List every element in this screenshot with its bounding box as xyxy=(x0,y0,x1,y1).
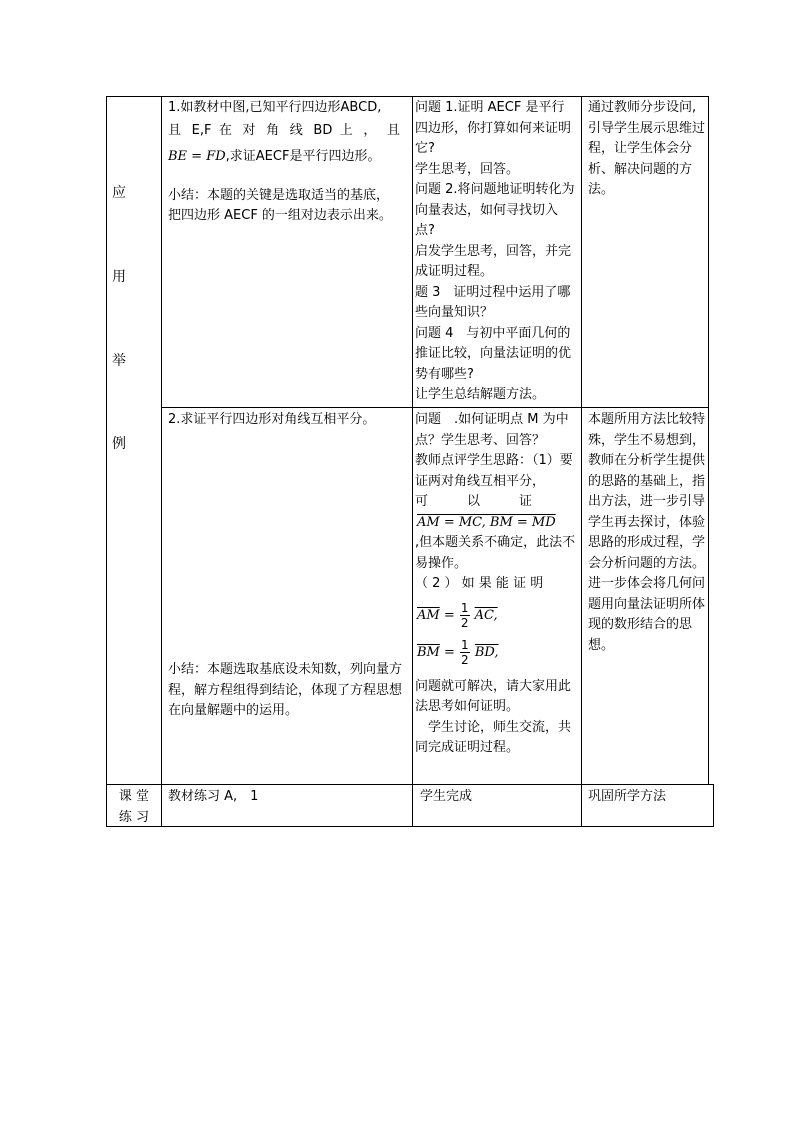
right-border-lower xyxy=(713,784,714,827)
problem-statement-rest: ,求证AECF是平行四边形。 xyxy=(225,149,381,164)
row2-problem: 2.求证平行四边形对角线互相平分。 xyxy=(168,412,376,427)
practice-activity: 学生完成 xyxy=(420,789,473,804)
fraction-numerator: 1 xyxy=(460,600,469,615)
activity-teacher: 问题就可解决，请大家用此法思考如何证明。 xyxy=(415,678,572,714)
formula-line xyxy=(415,513,576,534)
section-label-char: 举 xyxy=(112,353,126,369)
right-border-upper xyxy=(708,96,709,785)
formula-rhs: BD, xyxy=(474,644,499,660)
section-label-char: 应 xyxy=(112,185,126,201)
formula-vectors: AM = MC, BM = MD xyxy=(417,514,556,530)
practice-content: 教材练习 A, 1 xyxy=(168,789,259,804)
section-label-char: 例 xyxy=(112,436,126,452)
row2-intent-cell xyxy=(588,410,706,656)
activity-item: 题 3 证明过程中运用了哪些向量知识？ xyxy=(415,284,571,320)
formula-lhs: $\overline{BM}$ xyxy=(417,644,440,660)
row2-summary: 小结：本题选取基底设未知数，列向量方程，解方程组得到结论，体现了方程思想在向量解题中的运用。 xyxy=(168,662,403,718)
practice-label-line: 练 习 xyxy=(118,809,150,825)
activity-item: 让学生总结解题方法。 xyxy=(415,387,546,402)
row2-bottom-border xyxy=(106,784,714,785)
activity-teacher-spaced: （ 2 ） 如 果 能 证 明 xyxy=(415,576,544,591)
problem-formula: BE = FD xyxy=(168,149,226,164)
formula-line xyxy=(415,638,576,667)
practice-label-line: 课 堂 xyxy=(118,789,150,804)
problem-condition: 且 E,F 在 对 角 线 BD 上 ， 且 xyxy=(168,122,400,138)
problem-statement xyxy=(168,147,400,168)
fraction xyxy=(460,638,470,667)
activity-teacher-spaced: 可 以 证 xyxy=(415,494,533,509)
equals-sign: = xyxy=(443,607,459,623)
equals-sign: = xyxy=(444,644,460,660)
activity-question: 问题 .如何证明点 M 为中点？学生思考、回答？ xyxy=(415,412,569,448)
row2-activity-cell xyxy=(415,410,576,759)
activity-item: 问题 1.证明 AECF 是平行四边形，你打算如何来证明它? xyxy=(415,100,572,156)
table-top-border xyxy=(106,96,709,97)
section-label-char: 用 xyxy=(112,269,126,285)
row1-bottom-border xyxy=(162,407,709,408)
activity-teacher: 教师点评学生思路：（1）要证两对角线互相平分， xyxy=(415,453,573,489)
activity-item: 启发学生思考，回答，并完成证明过程。 xyxy=(415,243,572,279)
row2-intent: 本题所用方法比较特殊，学生不易想到，教师在分析学生提供的思路的基础上，指出方法，进一步引导学生再去探讨，体验思路的形成过程，学会分析问题的方法。进一步体会将几何问题用向量法证明所体现的数形结合的思想。 xyxy=(588,412,706,653)
activity-item: 问题 2.将问题地证明转化为向量表达，如何寻找切入点? xyxy=(415,182,575,238)
practice-intent: 巩固所学方法 xyxy=(588,789,667,804)
practice-label xyxy=(110,787,158,828)
row1-problem-cell xyxy=(168,98,400,227)
col2-border xyxy=(412,96,413,827)
left-border xyxy=(106,96,107,827)
problem-intro: 1.如教材中图,已知平行四边形ABCD, xyxy=(168,100,382,115)
col3-border xyxy=(581,96,582,827)
formula-rhs: AC, xyxy=(474,607,498,623)
formula-line xyxy=(415,601,576,630)
row1-intent-cell xyxy=(588,98,706,201)
table-bottom-border xyxy=(106,826,714,827)
row1-activity-cell xyxy=(415,98,576,406)
fraction xyxy=(460,601,470,630)
activity-item: 学生思考，回答。 xyxy=(415,161,520,177)
fraction-denominator: 2 xyxy=(461,652,469,667)
row1-summary: 小结：本题的关键是选取适当的基底，把四边形 AECF 的一组对边表示出来。 xyxy=(168,187,392,223)
col1-border xyxy=(161,96,162,827)
row1-intent: 通过教师分步设问,引导学生展示思维过程，让学生体会分析、解决问题的方法。 xyxy=(588,100,706,197)
formula-lhs: $\overline{AM}$ xyxy=(417,607,440,623)
activity-teacher: ,但本题关系不确定，此法不易操作。 xyxy=(415,535,576,571)
activity-item: 问题 4 与初中平面几何的推证比较，向量法证明的优势有哪些? xyxy=(415,325,572,382)
fraction-denominator: 2 xyxy=(460,615,469,630)
activity-students: 学生讨论，师生交流，共同完成证明过程。 xyxy=(415,719,572,755)
fraction-numerator: 1 xyxy=(461,637,469,652)
